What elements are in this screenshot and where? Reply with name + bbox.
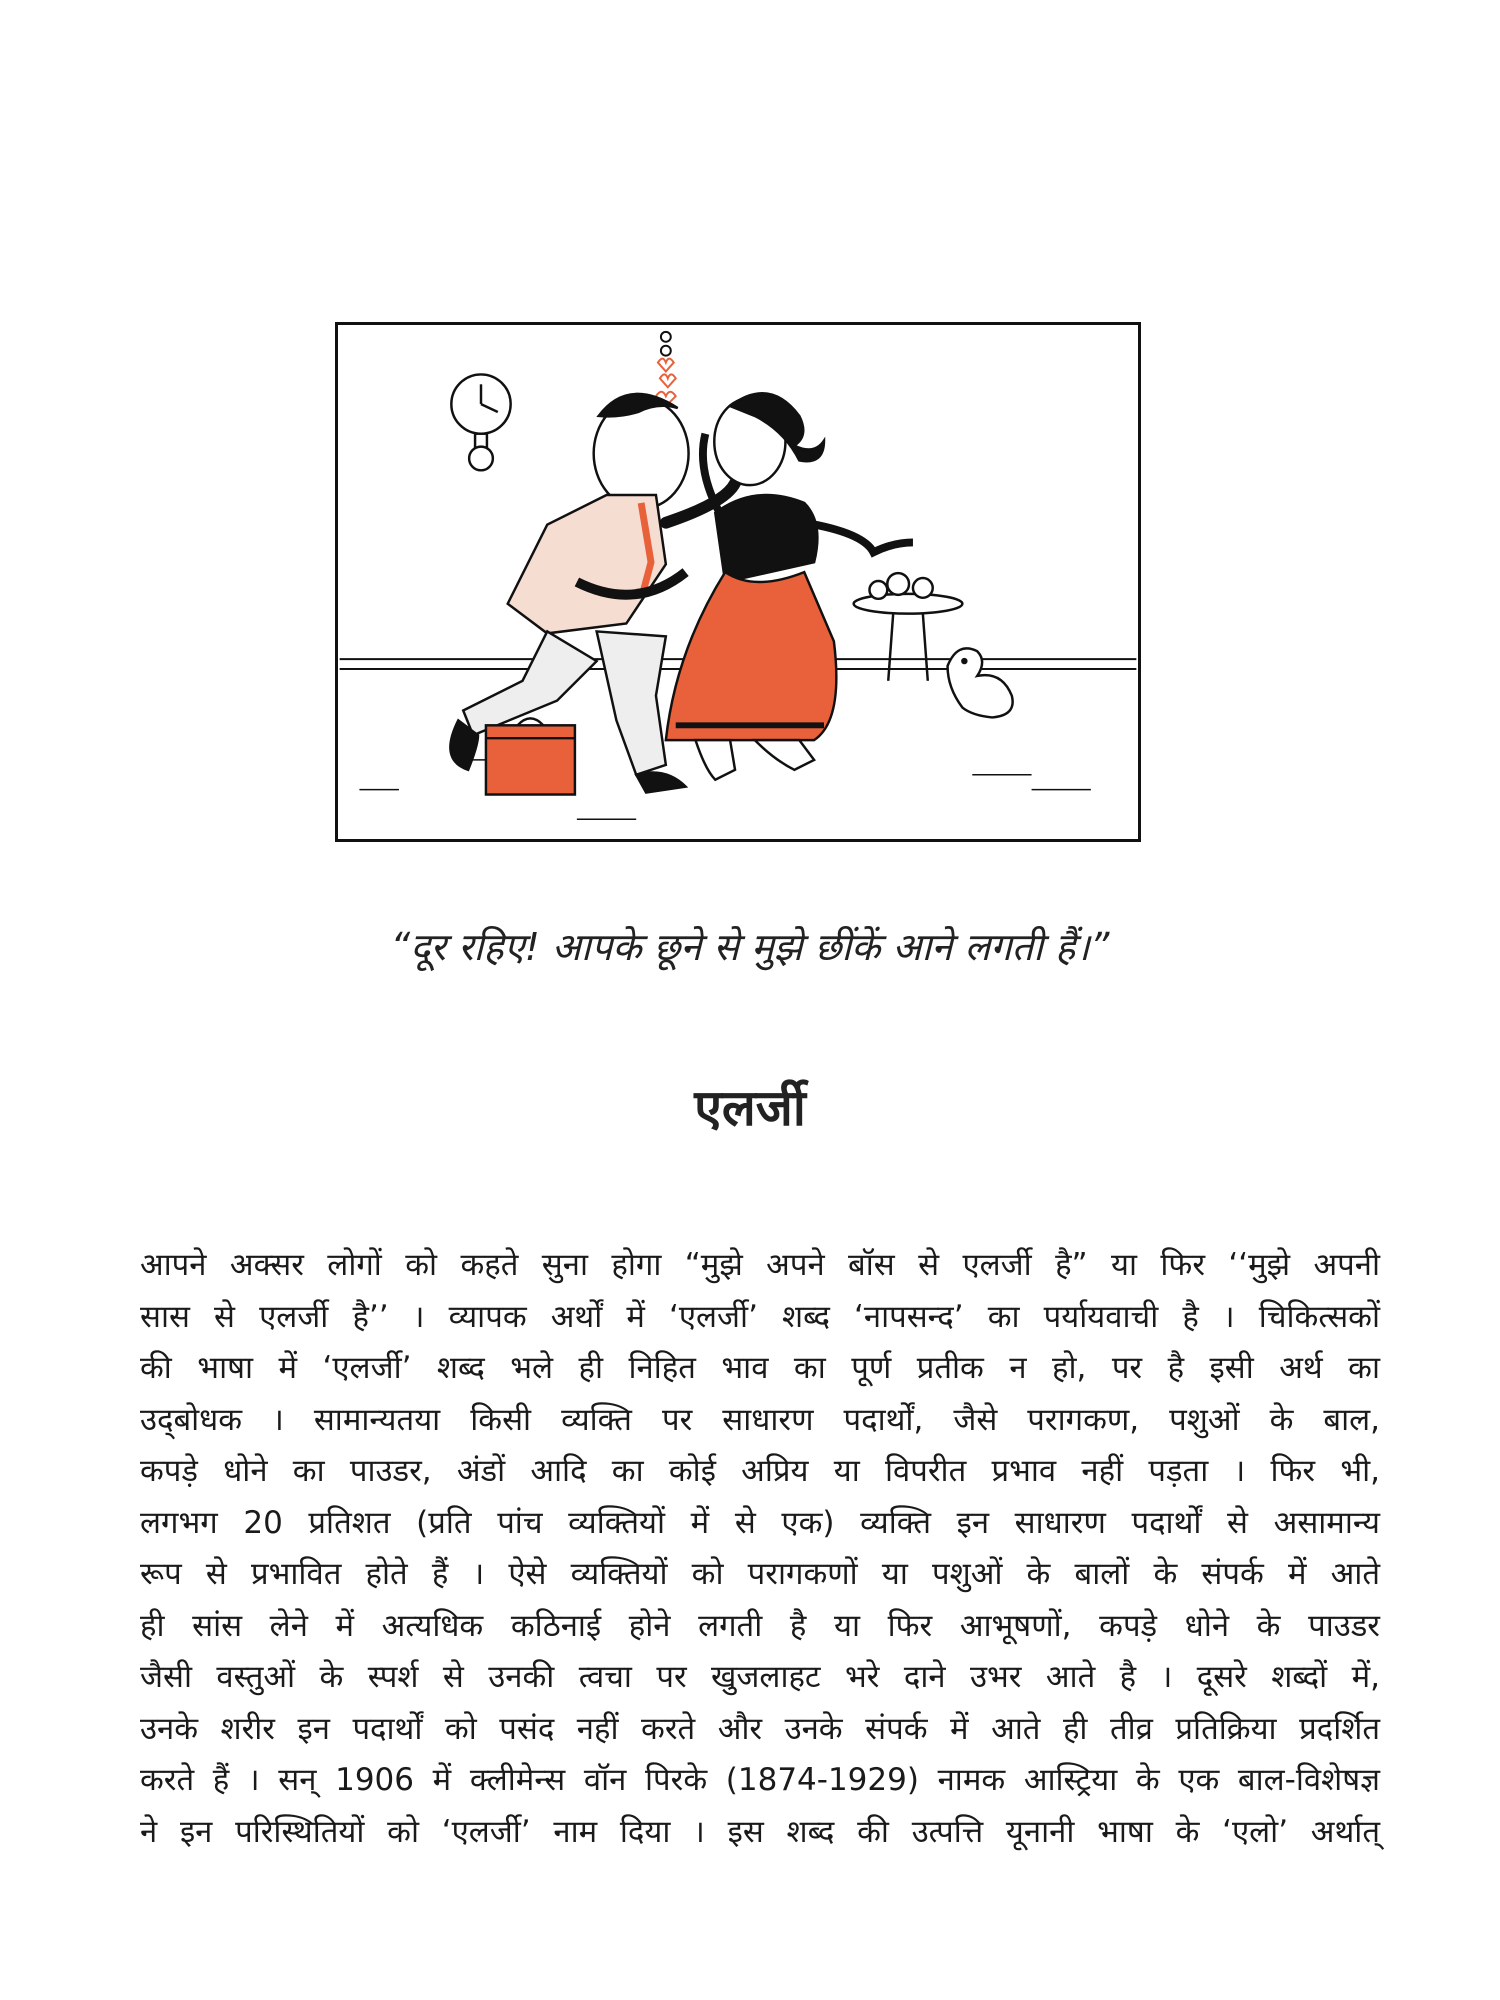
paragraph-line: आपने अक्सर लोगों को कहते सुना होगा “मुझे अपने बॉस से एलर्जी है” या फिर ‘‘मुझे अपनी [140, 1247, 1380, 1283]
cartoon-caption: “दूर रहिए! आपके छूने से मुझे छींकें आने लगती हैं।” [390, 925, 1110, 969]
paragraph-line: की भाषा में ‘एलर्जी’ शब्द भले ही निहित भाव का पूर्ण प्रतीक न हो, पर है इसी अर्थ का [140, 1350, 1380, 1386]
hearts-icon [656, 332, 676, 406]
paragraph-line: रूप से प्रभावित होते हैं । ऐसे व्यक्तियों को परागकणों या पशुओं के बालों के संपर्क में आते [140, 1556, 1380, 1592]
paragraph-line: उद्‌बोधक । सामान्यतया किसी व्यक्ति पर साधारण पदार्थों, जैसे परागकण, पशुओं के बाल, [140, 1401, 1380, 1438]
paragraph-line: ही सांस लेने में अत्यधिक कठिनाई होने लगती है या फिर आभूषणों, कपड़े धोने के पाउडर [140, 1607, 1380, 1644]
side-table [854, 573, 963, 681]
paragraph-line: करते हैं । सन् 1906 में क्लीमेन्स वॉन पिरके (1874-1929) नामक आस्ट्रिया के एक बाल-विशेषज्ञ [140, 1762, 1380, 1798]
paragraph-line: कपड़े धोने का पाउडर, अंडों आदि का कोई अप्रिय या विपरीत प्रभाव नहीं पड़ता । फिर भी, [140, 1453, 1380, 1489]
chapter-title: एलर्जी [694, 1079, 806, 1137]
paragraph-line: उनके शरीर इन पदार्थों को पसंद नहीं करते और उनके संपर्क में आते ही तीव्र प्रतिक्रिया प्रदर्शित [140, 1710, 1380, 1747]
briefcase-icon [486, 718, 575, 794]
body-paragraph [140, 1240, 1380, 1858]
wall-clock-icon [451, 374, 510, 470]
cartoon-illustration [335, 322, 1141, 842]
paragraph-line: सास से एलर्जी है’’ । व्यापक अर्थों में ‘एलर्जी’ शब्द ‘नापसन्द’ का पर्यायवाची है । चिकित्सकों [140, 1298, 1380, 1335]
paragraph-line: ने इन परिस्थितियों को ‘एलर्जी’ नाम दिया । इस शब्द की उत्पत्ति यूनानी भाषा के ‘एलो’ अर्थात् [140, 1813, 1380, 1850]
paragraph-line: लगभग 20 प्रतिशत (प्रति पांच व्यक्तियों में से एक) व्यक्ति इन साधारण पदार्थों से असामान्य [140, 1504, 1380, 1541]
paragraph-line: जैसी वस्तुओं के स्पर्श से उनकी त्वचा पर खुजलाहट भरे दाने उभर आते है । दूसरे शब्दों में, [140, 1659, 1380, 1695]
